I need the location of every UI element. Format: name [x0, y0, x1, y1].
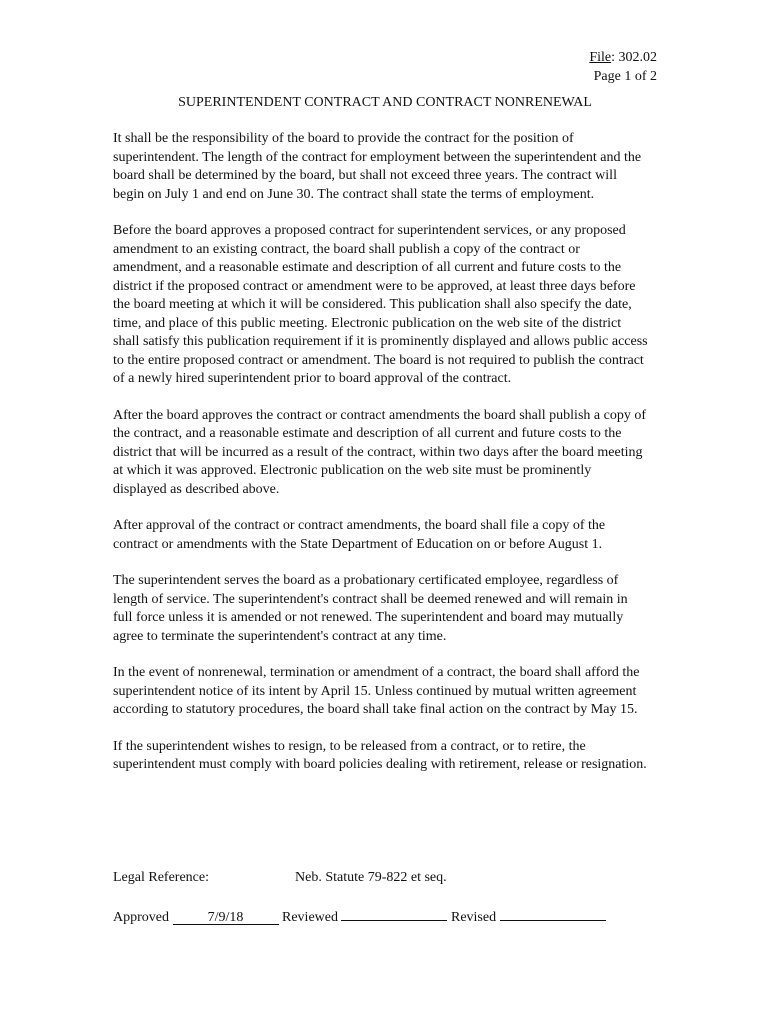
- page-number: Page 1 of 2: [593, 69, 657, 84]
- revised-date: [500, 905, 606, 921]
- paragraph-filing: After approval of the contract or contract amendments, the board shall file a copy of the contract or amendments with the State Department of Education on or before August 1.: [113, 518, 606, 552]
- paragraph-nonrenewal: In the event of nonrenewal, termination or amendment of a contract, the board shall afford the superintendent notice of its intent by April 15. Unless continued by mutual written agreement according to statutory procedures, the board shall take final action on the contract by May 15.: [113, 665, 640, 717]
- legal-reference-label: Legal Reference:: [113, 870, 209, 885]
- paragraph-contract-responsibility: It shall be the responsibility of the board to provide the contract for the position of superintendent. The length of the contract for employment between the superintendent and the board shall be determined by the board, but shall not exceed three years. The contract will begin on July 1 and end on June 30. The contract shall state the terms of employment.: [113, 131, 642, 202]
- file-number: [589, 48, 657, 67]
- policy-body: [113, 130, 648, 793]
- document-header: [589, 48, 657, 86]
- page-title: SUPERINTENDENT CONTRACT AND CONTRACT NONRENEWAL: [178, 95, 592, 110]
- revised-label: Revised: [450, 910, 497, 925]
- file-number-value: : 302.02: [611, 50, 657, 65]
- file-label: File: [589, 50, 612, 65]
- paragraph-publication-before-approval: Before the board approves a proposed contract for superintendent services, or any proposed amendment to an existing contract, the board shall publish a copy of the contract or amendment, and a reasonable estimate and description of all current and future costs to the district if the proposed contract or amendment were to be approved, at least three days before the board meeting at which it will be considered. This publication shall also specify the date, time, and place of this public meeting. Electronic publication on the web site of the district shall satisfy this publication requirement if it is prominently displayed and allows public access to the entire proposed contract or amendment. The board is not required to publish the contract of a newly hired superintendent prior to board approval of the contract.: [113, 223, 648, 386]
- legal-reference: [113, 869, 447, 887]
- approved-label: Approved: [113, 910, 169, 925]
- paragraph-publication-after-approval: After the board approves the contract or contract amendments the board shall publish a copy of the contract, and a reasonable estimate and description of all current and future costs to the district that will be incurred as a result of the contract, within two days after the board meeting at which it was approved. Electronic publication on the web site must be prominently displayed as described above.: [113, 407, 646, 497]
- approved-date: 7/9/18: [173, 909, 279, 925]
- paragraph-resignation: If the superintendent wishes to resign, to be released from a contract, or to retire, the superintendent must comply with board policies dealing with retirement, release or resignation.: [113, 738, 647, 772]
- paragraph-probationary-status: The superintendent serves the board as a probationary certificated employee, regardless of length of service. The superintendent's contract shall be deemed renewed and will remain in full force unless it is amended or not renewed. The superintendent and board may mutually agree to terminate the superintendent's contract at any time.: [113, 573, 628, 644]
- legal-reference-value: Neb. Statute 79-822 et seq.: [295, 870, 447, 885]
- reviewed-label: Reviewed: [282, 910, 338, 925]
- reviewed-date: [341, 905, 447, 921]
- approval-line: [113, 905, 606, 927]
